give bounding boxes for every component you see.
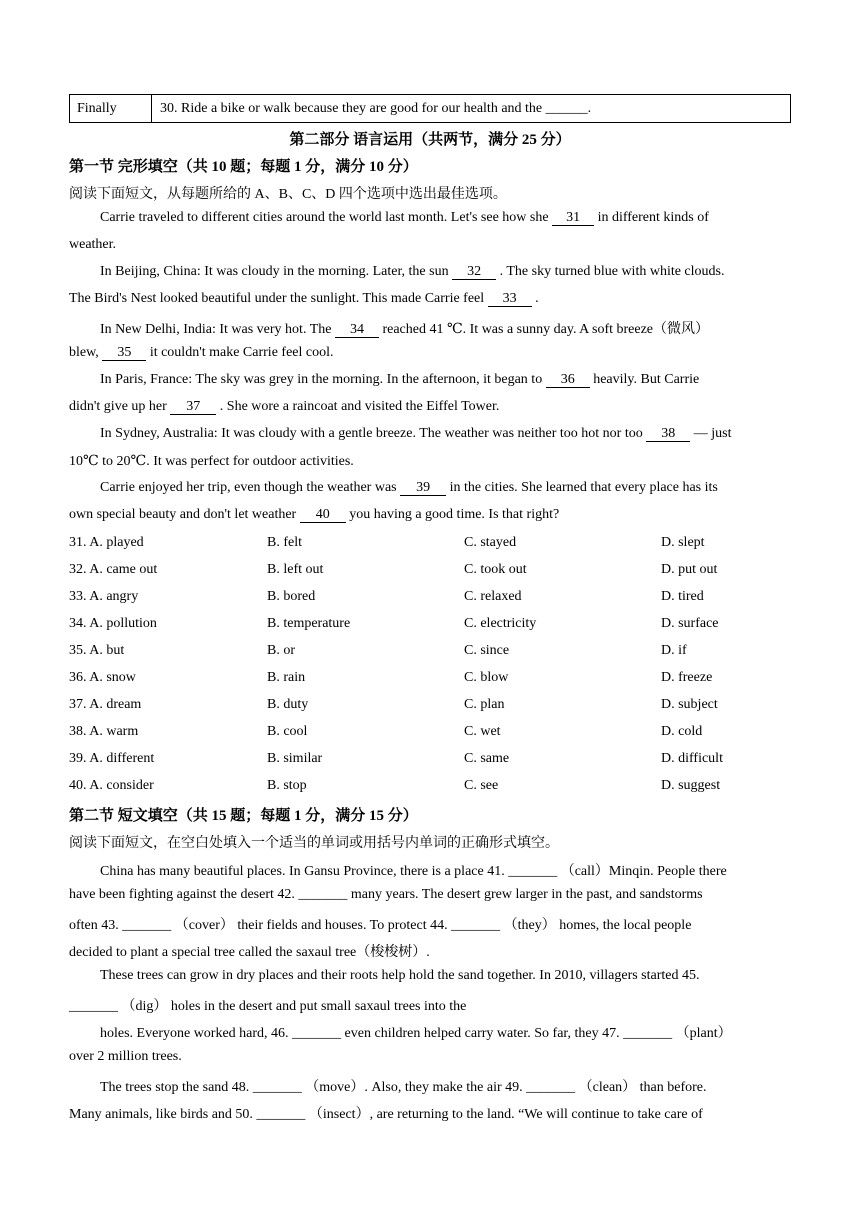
option-35-d: D. if bbox=[661, 643, 687, 658]
option-37-c: C. plan bbox=[464, 697, 505, 712]
blank-39: 39 bbox=[400, 481, 446, 496]
passage-line: In Paris, France: The sky was grey in the morning. In the afternoon, it began to 36 heavily. But Carrie bbox=[100, 372, 700, 387]
passage-line: In New Delhi, India: It was very hot. The 34 reached 41 ℃. It was a sunny day. A soft breeze（微风） bbox=[100, 322, 710, 337]
option-38-b: B. cool bbox=[267, 724, 308, 739]
option-40-b: B. stop bbox=[267, 778, 307, 793]
question-30-table bbox=[69, 94, 791, 123]
option-40-d: D. suggest bbox=[661, 778, 721, 793]
passage-line: _______ （dig） holes in the desert and put small saxaul trees into the bbox=[69, 999, 467, 1014]
passage-line: The Bird's Nest looked beautiful under the sunlight. This made Carrie feel 33 . bbox=[69, 291, 539, 306]
table-label: Finally bbox=[77, 101, 117, 116]
option-38-a: 38. A. warm bbox=[69, 724, 139, 739]
option-35-b: B. or bbox=[267, 643, 295, 658]
passage-line: blew, 35 it couldn't make Carrie feel cool. bbox=[69, 345, 334, 360]
option-37-a: 37. A. dream bbox=[69, 697, 142, 712]
option-34-a: 34. A. pollution bbox=[69, 616, 157, 631]
option-36-d: D. freeze bbox=[661, 670, 713, 685]
option-34-d: D. surface bbox=[661, 616, 719, 631]
option-36-c: C. blow bbox=[464, 670, 509, 685]
blank-37: 37 bbox=[170, 400, 216, 415]
passage-line: Carrie enjoyed her trip, even though the weather was 39 in the cities. She learned that every place has its bbox=[100, 480, 718, 495]
option-37-d: D. subject bbox=[661, 697, 718, 712]
blank-36: 36 bbox=[546, 373, 590, 388]
option-32-c: C. took out bbox=[464, 562, 527, 577]
option-33-c: C. relaxed bbox=[464, 589, 522, 604]
option-33-b: B. bored bbox=[267, 589, 316, 604]
option-35-a: 35. A. but bbox=[69, 643, 125, 658]
option-31-d: D. slept bbox=[661, 535, 705, 550]
passage-line: over 2 million trees. bbox=[69, 1049, 182, 1064]
option-34-b: B. temperature bbox=[267, 616, 351, 631]
blank-31: 31 bbox=[552, 211, 594, 226]
passage-line: weather. bbox=[69, 237, 117, 252]
passage-line: Many animals, like birds and 50. _______ （insect）, are returning to the land. “We will continue to take care of bbox=[69, 1107, 703, 1122]
option-39-a: 39. A. different bbox=[69, 751, 155, 766]
option-39-b: B. similar bbox=[267, 751, 323, 766]
option-31-b: B. felt bbox=[267, 535, 302, 550]
passage-line: In Sydney, Australia: It was cloudy with a gentle breeze. The weather was neither too hot nor too 38 — just bbox=[100, 426, 732, 441]
option-39-c: C. same bbox=[464, 751, 510, 766]
passage-line: Carrie traveled to different cities around the world last month. Let's see how she 31 in different kinds of bbox=[100, 210, 709, 225]
passage-line: own special beauty and don't let weather 40 you having a good time. Is that right? bbox=[69, 507, 560, 522]
passage-line: have been fighting against the desert 42. _______ many years. The desert grew larger in the past, and sandstorms bbox=[69, 887, 703, 902]
blank-33: 33 bbox=[488, 292, 532, 307]
option-37-b: B. duty bbox=[267, 697, 309, 712]
passage-line: often 43. _______ （cover） their fields and houses. To protect 44. _______ （they） homes, the local people bbox=[69, 918, 692, 933]
option-38-d: D. cold bbox=[661, 724, 703, 739]
option-36-b: B. rain bbox=[267, 670, 306, 685]
option-35-c: C. since bbox=[464, 643, 510, 658]
option-33-a: 33. A. angry bbox=[69, 589, 139, 604]
section2-instruction: 阅读下面短文，在空白处填入一个适当的单词或用括号内单词的正确形式填空。 bbox=[69, 836, 559, 851]
blank-40: 40 bbox=[300, 508, 346, 523]
option-39-d: D. difficult bbox=[661, 751, 723, 766]
table-text: 30. Ride a bike or walk because they are good for our health and the ______. bbox=[160, 101, 592, 116]
blank-32: 32 bbox=[452, 265, 496, 280]
option-34-c: C. electricity bbox=[464, 616, 537, 631]
section1-title: 第一节 完形填空（共 10 题；每题 1 分，满分 10 分） bbox=[69, 159, 418, 175]
option-33-d: D. tired bbox=[661, 589, 704, 604]
passage-line: The trees stop the sand 48. _______ （move）. Also, they make the air 49. _______ （clean） than before. bbox=[100, 1080, 707, 1095]
passage-line: These trees can grow in dry places and their roots help hold the sand together. In 2010, villagers started 45. bbox=[100, 968, 700, 983]
passage-line: In Beijing, China: It was cloudy in the morning. Later, the sun 32 . The sky turned blue with white clouds. bbox=[100, 264, 725, 279]
table-label-cell bbox=[70, 95, 152, 122]
passage-line: holes. Everyone worked hard, 46. _______ even children helped carry water. So far, they 47. _______ （plant） bbox=[100, 1026, 732, 1041]
blank-38: 38 bbox=[646, 427, 690, 442]
option-40-c: C. see bbox=[464, 778, 499, 793]
option-40-a: 40. A. consider bbox=[69, 778, 154, 793]
passage-line: didn't give up her 37 . She wore a raincoat and visited the Eiffel Tower. bbox=[69, 399, 500, 414]
section2-title: 第二节 短文填空（共 15 题；每题 1 分，满分 15 分） bbox=[69, 808, 418, 824]
option-31-a: 31. A. played bbox=[69, 535, 144, 550]
option-32-a: 32. A. came out bbox=[69, 562, 158, 577]
option-38-c: C. wet bbox=[464, 724, 501, 739]
passage-line: 10℃ to 20℃. It was perfect for outdoor activities. bbox=[69, 454, 354, 469]
option-31-c: C. stayed bbox=[464, 535, 517, 550]
passage-line: decided to plant a special tree called the saxaul tree（梭梭树）. bbox=[69, 945, 430, 960]
blank-35: 35 bbox=[102, 346, 146, 361]
passage-line: China has many beautiful places. In Gansu Province, there is a place 41. _______ （call）Minqin. People there bbox=[100, 864, 727, 879]
part-title: 第二部分 语言运用（共两节，满分 25 分） bbox=[289, 132, 571, 148]
section1-instruction: 阅读下面短文，从每题所给的 A、B、C、D 四个选项中选出最佳选项。 bbox=[69, 187, 507, 202]
option-32-b: B. left out bbox=[267, 562, 324, 577]
option-36-a: 36. A. snow bbox=[69, 670, 136, 685]
option-32-d: D. put out bbox=[661, 562, 718, 577]
blank-34: 34 bbox=[335, 323, 379, 338]
